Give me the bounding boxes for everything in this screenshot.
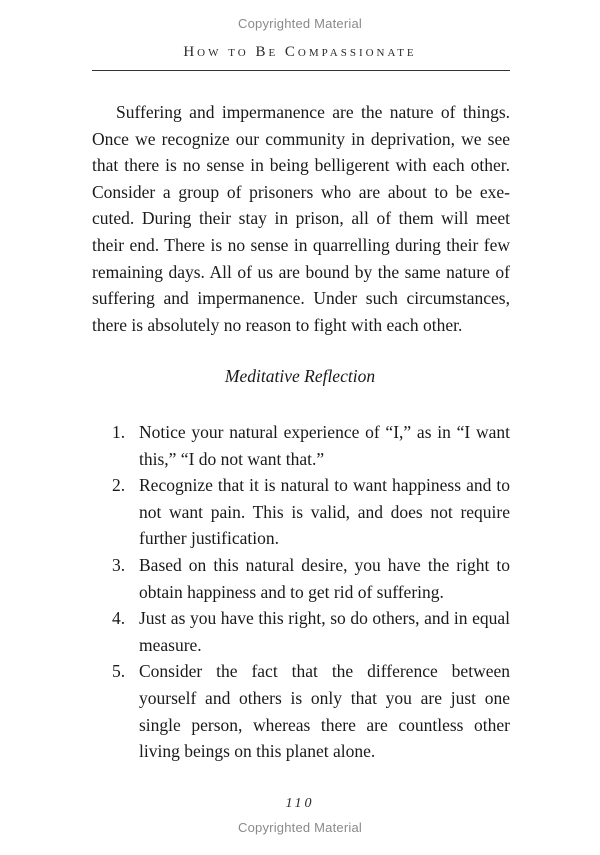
list-item [112,605,510,658]
list-item-text: Based on this natural desire, you have the right to obtain happiness and to get rid of suffering. [139,554,510,602]
page-number: 110 [285,796,315,811]
list-item-text: Just as you have this right, so do others, and in equal measure. [139,608,510,655]
body-paragraph: Suffering and impermanence are the nature of things. Once we recognize our community in deprivation, we see that there is no sense in being belligerent with each other. Consider a group of prisoners who are about to be executed. During their stay in prison, all of them will meet their end. There is no sense in quarrelling during their few remaining days. All of us are bound by the same nature of suffering and impermanence. Under such circumstances, there is absolutely no reason to fight with each other. [92,102,510,335]
copyright-watermark-bottom: Copyrighted Material [238,820,362,835]
list-item-number: 1. [112,422,126,442]
reflection-list [112,419,510,765]
list-item-number: 5. [112,661,126,682]
list-item-text: Recognize that it is natural to want happiness and to not want pain. This is valid, and does not require further justification. [139,475,510,549]
list-item [112,472,510,552]
header-rule [92,70,510,71]
list-item-number: 3. [112,554,126,575]
list-item [112,419,510,472]
copyright-watermark-top: Copyrighted Material [238,16,362,31]
list-item [112,552,510,605]
section-heading: Meditative Reflection [224,366,376,386]
list-item-text: Notice your natural experience of “I,” as in “I want this,” “I do not want that.” [139,422,510,469]
list-item-text: Consider the fact that the difference between yourself and others is only that you are just one single person, whereas there are countless other living beings on this planet alone. [139,661,510,762]
running-head: How to Be Compassionate [183,44,417,60]
list-item [112,658,510,764]
list-item-number: 4. [112,608,126,629]
list-item-number: 2. [112,475,126,496]
